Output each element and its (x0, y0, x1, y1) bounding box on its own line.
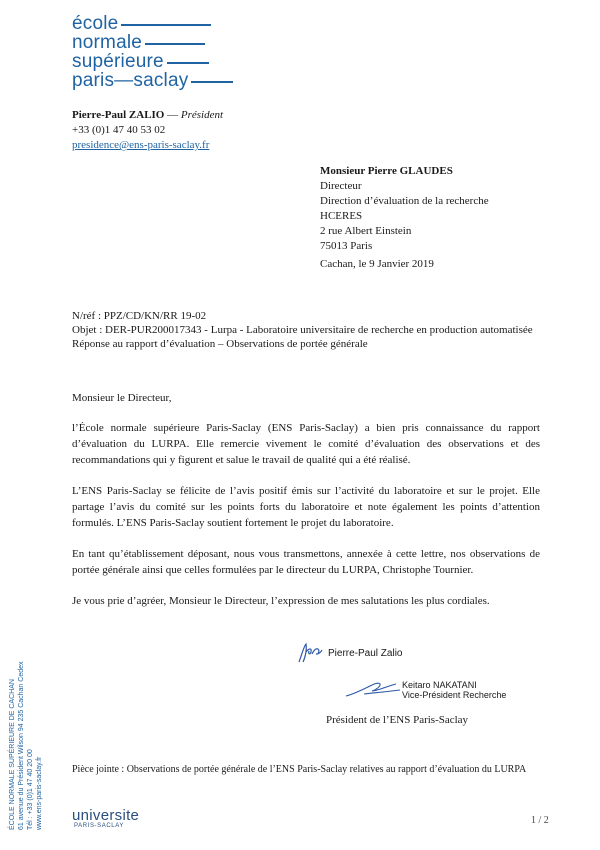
side-website-link[interactable]: www.ens-paris-saclay.fr (36, 756, 43, 830)
side-line: ÉCOLE NORMALE SUPÉRIEURE DE CACHAN (9, 679, 16, 830)
sender-email-link[interactable]: presidence@ens-paris-saclay.fr (72, 139, 210, 151)
recipient-line: HCERES (320, 210, 363, 222)
sender-separator: — (164, 109, 181, 121)
sender-phone: +33 (0)1 47 40 53 02 (72, 124, 166, 136)
date-line: Cachan, le 9 Janvier 2019 (320, 258, 434, 270)
recipient-name: Monsieur Pierre GLAUDES (320, 165, 453, 177)
side-line: 61 avenue du Président Wilson 94 235 Cachan Cedex (18, 661, 25, 830)
recipient-block (320, 164, 489, 254)
closing-paragraph: Je vous prie d’agréer, Monsieur le Directeur, l’expression de mes salutations les plus cordiales. (72, 595, 490, 607)
sender-role: Président (180, 109, 224, 121)
side-address-block (8, 662, 44, 831)
recipient-line: Directeur (320, 180, 362, 192)
sender-block (72, 108, 223, 153)
sender-name-line (72, 108, 223, 123)
body-paragraph: En tant qu’établissement déposant, nous vous transmettons, annexée à cette lettre, nos observations de portée générale ainsi que celles formulées par le directeur du LURPA, Christophe Tournier. (72, 548, 540, 576)
subject-line: Objet : DER-PUR200017343 - Lurpa - Laboratoire universitaire de recherche en production automatisée (72, 324, 533, 336)
reference-block (72, 309, 533, 351)
subject-detail: Réponse au rapport d’évaluation – Observations de portée générale (72, 338, 368, 350)
sender-name: Pierre-Paul ZALIO (72, 109, 165, 121)
signatory-name: Pierre-Paul Zalio (328, 647, 403, 659)
logo-line: école (72, 14, 233, 33)
logo-line: paris—saclay (72, 71, 233, 90)
univ-logo-main: universite (72, 807, 140, 824)
reference-number: N/réf : PPZ/CD/KN/RR 19-02 (72, 310, 207, 322)
recipient-line: 75013 Paris (320, 240, 373, 252)
signature-1 (296, 640, 402, 666)
attachment-note: Pièce jointe : Observations de portée générale de l’ENS Paris-Saclay relatives au rapport d’évaluation du LURPA (72, 764, 527, 775)
logo-line: supérieure (72, 52, 233, 71)
stamp-title: Vice-Président Recherche (402, 690, 507, 700)
signature-stamp (402, 680, 506, 700)
logo-line: normale (72, 33, 233, 52)
handwritten-signature-icon (296, 640, 324, 666)
recipient-line: 2 rue Albert Einstein (320, 225, 412, 237)
universite-paris-saclay-logo (72, 808, 139, 829)
side-line: Tél : +33 (0)1 47 40 20 00 (27, 749, 34, 830)
recipient-line: Direction d’évaluation de la recherche (320, 195, 489, 207)
ens-logo (72, 14, 233, 90)
signatory-title: Président de l’ENS Paris-Saclay (326, 714, 469, 726)
body-paragraph: L’ENS Paris-Saclay se félicite de l’avis positif émis sur l’activité du laboratoire et sur le projet. Elle partage l’avis du comité sur les points forts du laboratoire et note également les points d’attention formulés. L’ENS Paris-Saclay soutient fortement le projet du laboratoire. (72, 485, 540, 529)
body-paragraph: l’École normale supérieure Paris-Saclay (ENS Paris-Saclay) a bien pris connaissance du rapport d’évaluation du LURPA. Elle remercie vivement le comité d’évaluation des observations et des recommandations qui y figurent et salue le travail de qualité qui a été réalisé. (72, 422, 540, 466)
univ-logo-sub: PARIS-SACLAY (74, 823, 124, 829)
page-number: 1 / 2 (531, 815, 549, 826)
salutation: Monsieur le Directeur, (72, 392, 172, 404)
stamp-name: Keitaro NAKATANI (402, 680, 477, 690)
letter-body (72, 390, 540, 624)
